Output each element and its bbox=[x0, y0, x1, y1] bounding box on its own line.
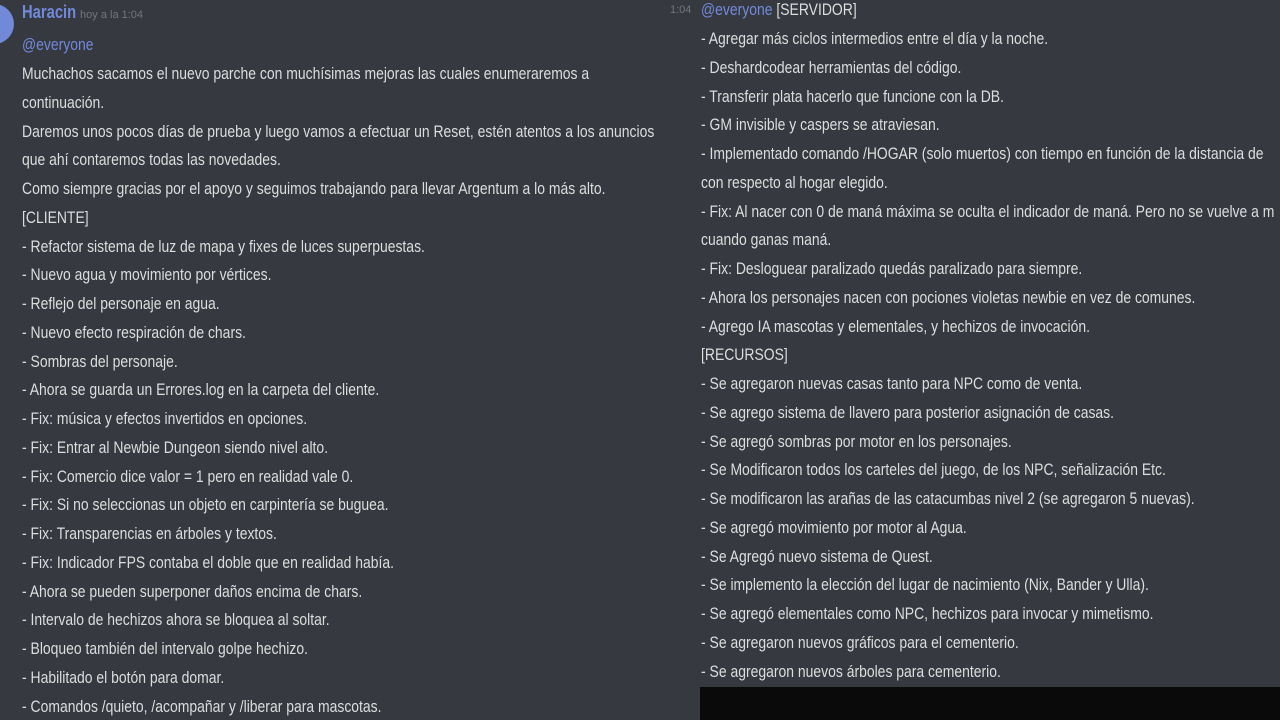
message-line: - Reflejo del personaje en agua. bbox=[22, 294, 220, 313]
message-line: - Deshardcodear herramientas del código. bbox=[701, 57, 962, 77]
message-line: - Fix: Comercio dice valor = 1 pero en realidad vale 0. bbox=[22, 466, 354, 486]
message-line: - Bloqueo también del intervalo golpe hechizo. bbox=[22, 639, 308, 658]
message-line: - Fix: Desloguear paralizado quedás paralizado para siempre. bbox=[701, 259, 1083, 278]
message-line: - Agregar más ciclos intermedios entre el día y la noche. bbox=[701, 29, 1049, 48]
message-line: - Se Agregó nuevo sistema de Quest. bbox=[701, 546, 933, 566]
message-line: - Habilitado el botón para domar. bbox=[22, 667, 225, 687]
message-line: - Se agregaron nuevos gráficos para el cementerio. bbox=[701, 632, 1019, 652]
message-line: [RECURSOS] bbox=[701, 345, 788, 365]
message-line: - GM invisible y caspers se atraviesan. bbox=[701, 115, 940, 135]
username[interactable]: Haracin bbox=[22, 2, 77, 22]
timestamp: hoy a la 1:04 bbox=[80, 9, 144, 21]
message-first-line bbox=[701, 0, 857, 21]
message-line: - Comandos /quieto, /acompañar y /liberar para mascotas. bbox=[22, 696, 382, 716]
message-line: - Se implemento la elección del lugar de nacimiento (Nix, Bander y Ulla). bbox=[701, 575, 1149, 595]
message-line: - Implementado comando /HOGAR (solo muertos) con tiempo en función de la distancia de bbox=[701, 144, 1264, 163]
message-line: - Se agregó sombras por motor en los personajes. bbox=[701, 431, 1012, 451]
message-line: - Fix: Al nacer con 0 de maná máxima se oculta el indicador de maná. Pero no se vuelve a m bbox=[701, 201, 1275, 221]
message-line: - Fix: Transparencias en árboles y textos. bbox=[22, 524, 277, 543]
message-header bbox=[22, 2, 143, 28]
timestamp: 1:04 bbox=[670, 4, 692, 16]
message-line: - Nuevo agua y movimiento por vértices. bbox=[22, 265, 272, 285]
avatar[interactable] bbox=[0, 4, 14, 44]
message-line: [CLIENTE] bbox=[22, 207, 89, 227]
message-line: - Se agrego sistema de llavero para posterior asignación de casas. bbox=[701, 402, 1115, 422]
message-line: - Refactor sistema de luz de mapa y fixes de luces superpuestas. bbox=[22, 236, 425, 256]
message-line: cuando ganas maná. bbox=[701, 230, 832, 250]
message-line: - Transferir plata hacerlo que funcione con la DB. bbox=[701, 86, 1004, 106]
message-line: - Se agregaron nuevos árboles para cementerio. bbox=[701, 661, 1001, 681]
message-line: - Nuevo efecto respiración de chars. bbox=[22, 322, 246, 342]
mention[interactable]: @everyone bbox=[22, 35, 94, 54]
message-line: - Se agregó elementales como NPC, hechizos para invocar y mimetismo. bbox=[701, 604, 1154, 623]
message-line: - Se Modificaron todos los carteles del juego, de los NPC, señalización Etc. bbox=[701, 460, 1166, 480]
message-line: - Fix: Si no seleccionas un objeto en carpintería se buguea. bbox=[22, 495, 389, 515]
message-line: - Fix: Indicador FPS contaba el doble que en realidad había. bbox=[22, 552, 394, 572]
message-line: que ahí contaremos todas las novedades. bbox=[22, 150, 281, 170]
message-line: - Se agregó movimiento por motor al Agua. bbox=[701, 517, 967, 537]
mention[interactable]: @everyone bbox=[701, 0, 773, 19]
black-overlay bbox=[700, 687, 1280, 720]
message-line: - Ahora los personajes nacen con pociones violetas newbie en vez de comunes. bbox=[701, 287, 1196, 307]
message-line: - Ahora se pueden superponer daños encima de chars. bbox=[22, 581, 363, 601]
message-line: Daremos unos pocos días de prueba y luego vamos a efectuar un Reset, estén atentos a los anuncios bbox=[22, 121, 655, 141]
message-line: con respecto al hogar elegido. bbox=[701, 172, 888, 192]
message-line: - Fix: música y efectos invertidos en opciones. bbox=[22, 409, 308, 428]
message-right bbox=[670, 0, 1280, 720]
section-heading: [SERVIDOR] bbox=[776, 0, 857, 19]
message-line: Como siempre gracias por el apoyo y seguimos trabajando para llevar Argentum a lo más alto. bbox=[22, 179, 606, 198]
message-line: continuación. bbox=[22, 92, 105, 112]
message-line: - Sombras del personaje. bbox=[22, 351, 178, 371]
message-line: - Agrego IA mascotas y elementales, y hechizos de invocación. bbox=[701, 316, 1090, 336]
message-line: - Se modificaron las arañas de las catacumbas nivel 2 (se agregaron 5 nuevas). bbox=[701, 489, 1195, 508]
message-line: - Intervalo de hechizos ahora se bloquea al soltar. bbox=[22, 610, 330, 630]
message-line: - Ahora se guarda un Errores.log en la carpeta del cliente. bbox=[22, 380, 380, 400]
message-line: - Fix: Entrar al Newbie Dungeon siendo nivel alto. bbox=[22, 437, 329, 457]
message-line: - Se agregaron nuevas casas tanto para NPC como de venta. bbox=[701, 374, 1083, 393]
message-line: Muchachos sacamos el nuevo parche con muchísimas mejoras las cuales enumeraremos a bbox=[22, 64, 590, 83]
